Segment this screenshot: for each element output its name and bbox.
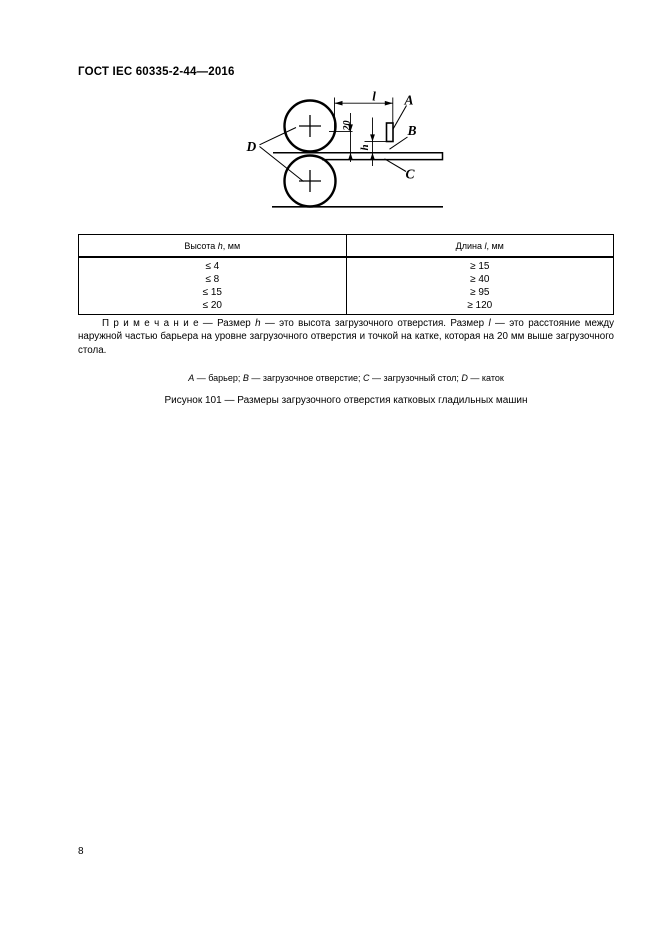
- legend-text: — загрузочный стол;: [369, 373, 462, 383]
- dim-h-arrow-bottom: [370, 153, 375, 160]
- note-var-h: h: [255, 318, 261, 329]
- length-value: ≥ 120: [467, 300, 493, 311]
- legend-key-b: B: [242, 373, 249, 383]
- part-label-c: C: [405, 166, 415, 182]
- length-value: ≥ 15: [470, 261, 490, 272]
- dim-label-20: 20: [341, 120, 353, 131]
- length-value: ≥ 95: [470, 287, 490, 298]
- legend-text: — каток: [467, 373, 504, 383]
- table-row: [79, 299, 614, 315]
- leader-line-c: [385, 159, 407, 172]
- table-row: [79, 273, 614, 286]
- note-text: П р и м е ч а н и е — Размер: [102, 318, 256, 329]
- height-value: ≤ 4: [79, 257, 347, 273]
- part-label-a: A: [404, 92, 414, 108]
- length-value: ≥ 40: [470, 274, 490, 285]
- part-label-d: D: [246, 139, 257, 154]
- table-header-row: [79, 235, 614, 258]
- figure-legend: [78, 373, 614, 383]
- figure-101-diagram: [238, 85, 460, 213]
- table-header-height: Высота h, мм: [79, 235, 347, 258]
- dimensions-table: [78, 234, 614, 315]
- barrier-rect: [387, 123, 394, 142]
- dim-l-arrow-left: [335, 101, 343, 106]
- legend-text: — загрузочное отверстие;: [248, 373, 363, 383]
- dim-label-h: h: [359, 144, 371, 151]
- table-row: [79, 257, 614, 273]
- leader-lines-d: [260, 128, 304, 182]
- legend-text: — барьер;: [194, 373, 243, 383]
- table-header-length: Длина l, мм: [346, 235, 614, 258]
- note-text: — это высота загрузочного отверстия. Размер: [260, 318, 489, 329]
- note-paragraph: [78, 317, 614, 357]
- figure-caption: Рисунок 101 — Размеры загрузочного отверстия катковых гладильных машин: [164, 395, 528, 406]
- table-row: [79, 286, 614, 299]
- dim-l-arrow-right: [385, 101, 393, 106]
- legend-key-a: A: [188, 373, 195, 383]
- top-roller-center-cross: [299, 115, 321, 137]
- legend-key-c: C: [363, 373, 370, 383]
- height-value: ≤ 8: [79, 273, 347, 286]
- dim-h-arrow-top: [370, 134, 375, 141]
- legend-key-d: D: [461, 373, 468, 383]
- note-var-l: l: [488, 318, 491, 329]
- document-standard-number: ГОСТ IEC 60335-2-44—2016: [78, 66, 235, 78]
- dim-label-l: l: [372, 88, 376, 104]
- height-value: ≤ 15: [79, 286, 347, 299]
- leader-line-a: [393, 106, 407, 130]
- dim-20-arrow-bottom: [348, 153, 353, 160]
- page-number: 8: [78, 846, 84, 857]
- part-label-b: B: [407, 123, 417, 138]
- note-text: — это расстояние между наружной частью барьера на уровне загрузочного отверстия и точкой на катке, которая на 20 мм выше загрузочного стола.: [78, 318, 614, 356]
- height-value: ≤ 20: [79, 299, 347, 315]
